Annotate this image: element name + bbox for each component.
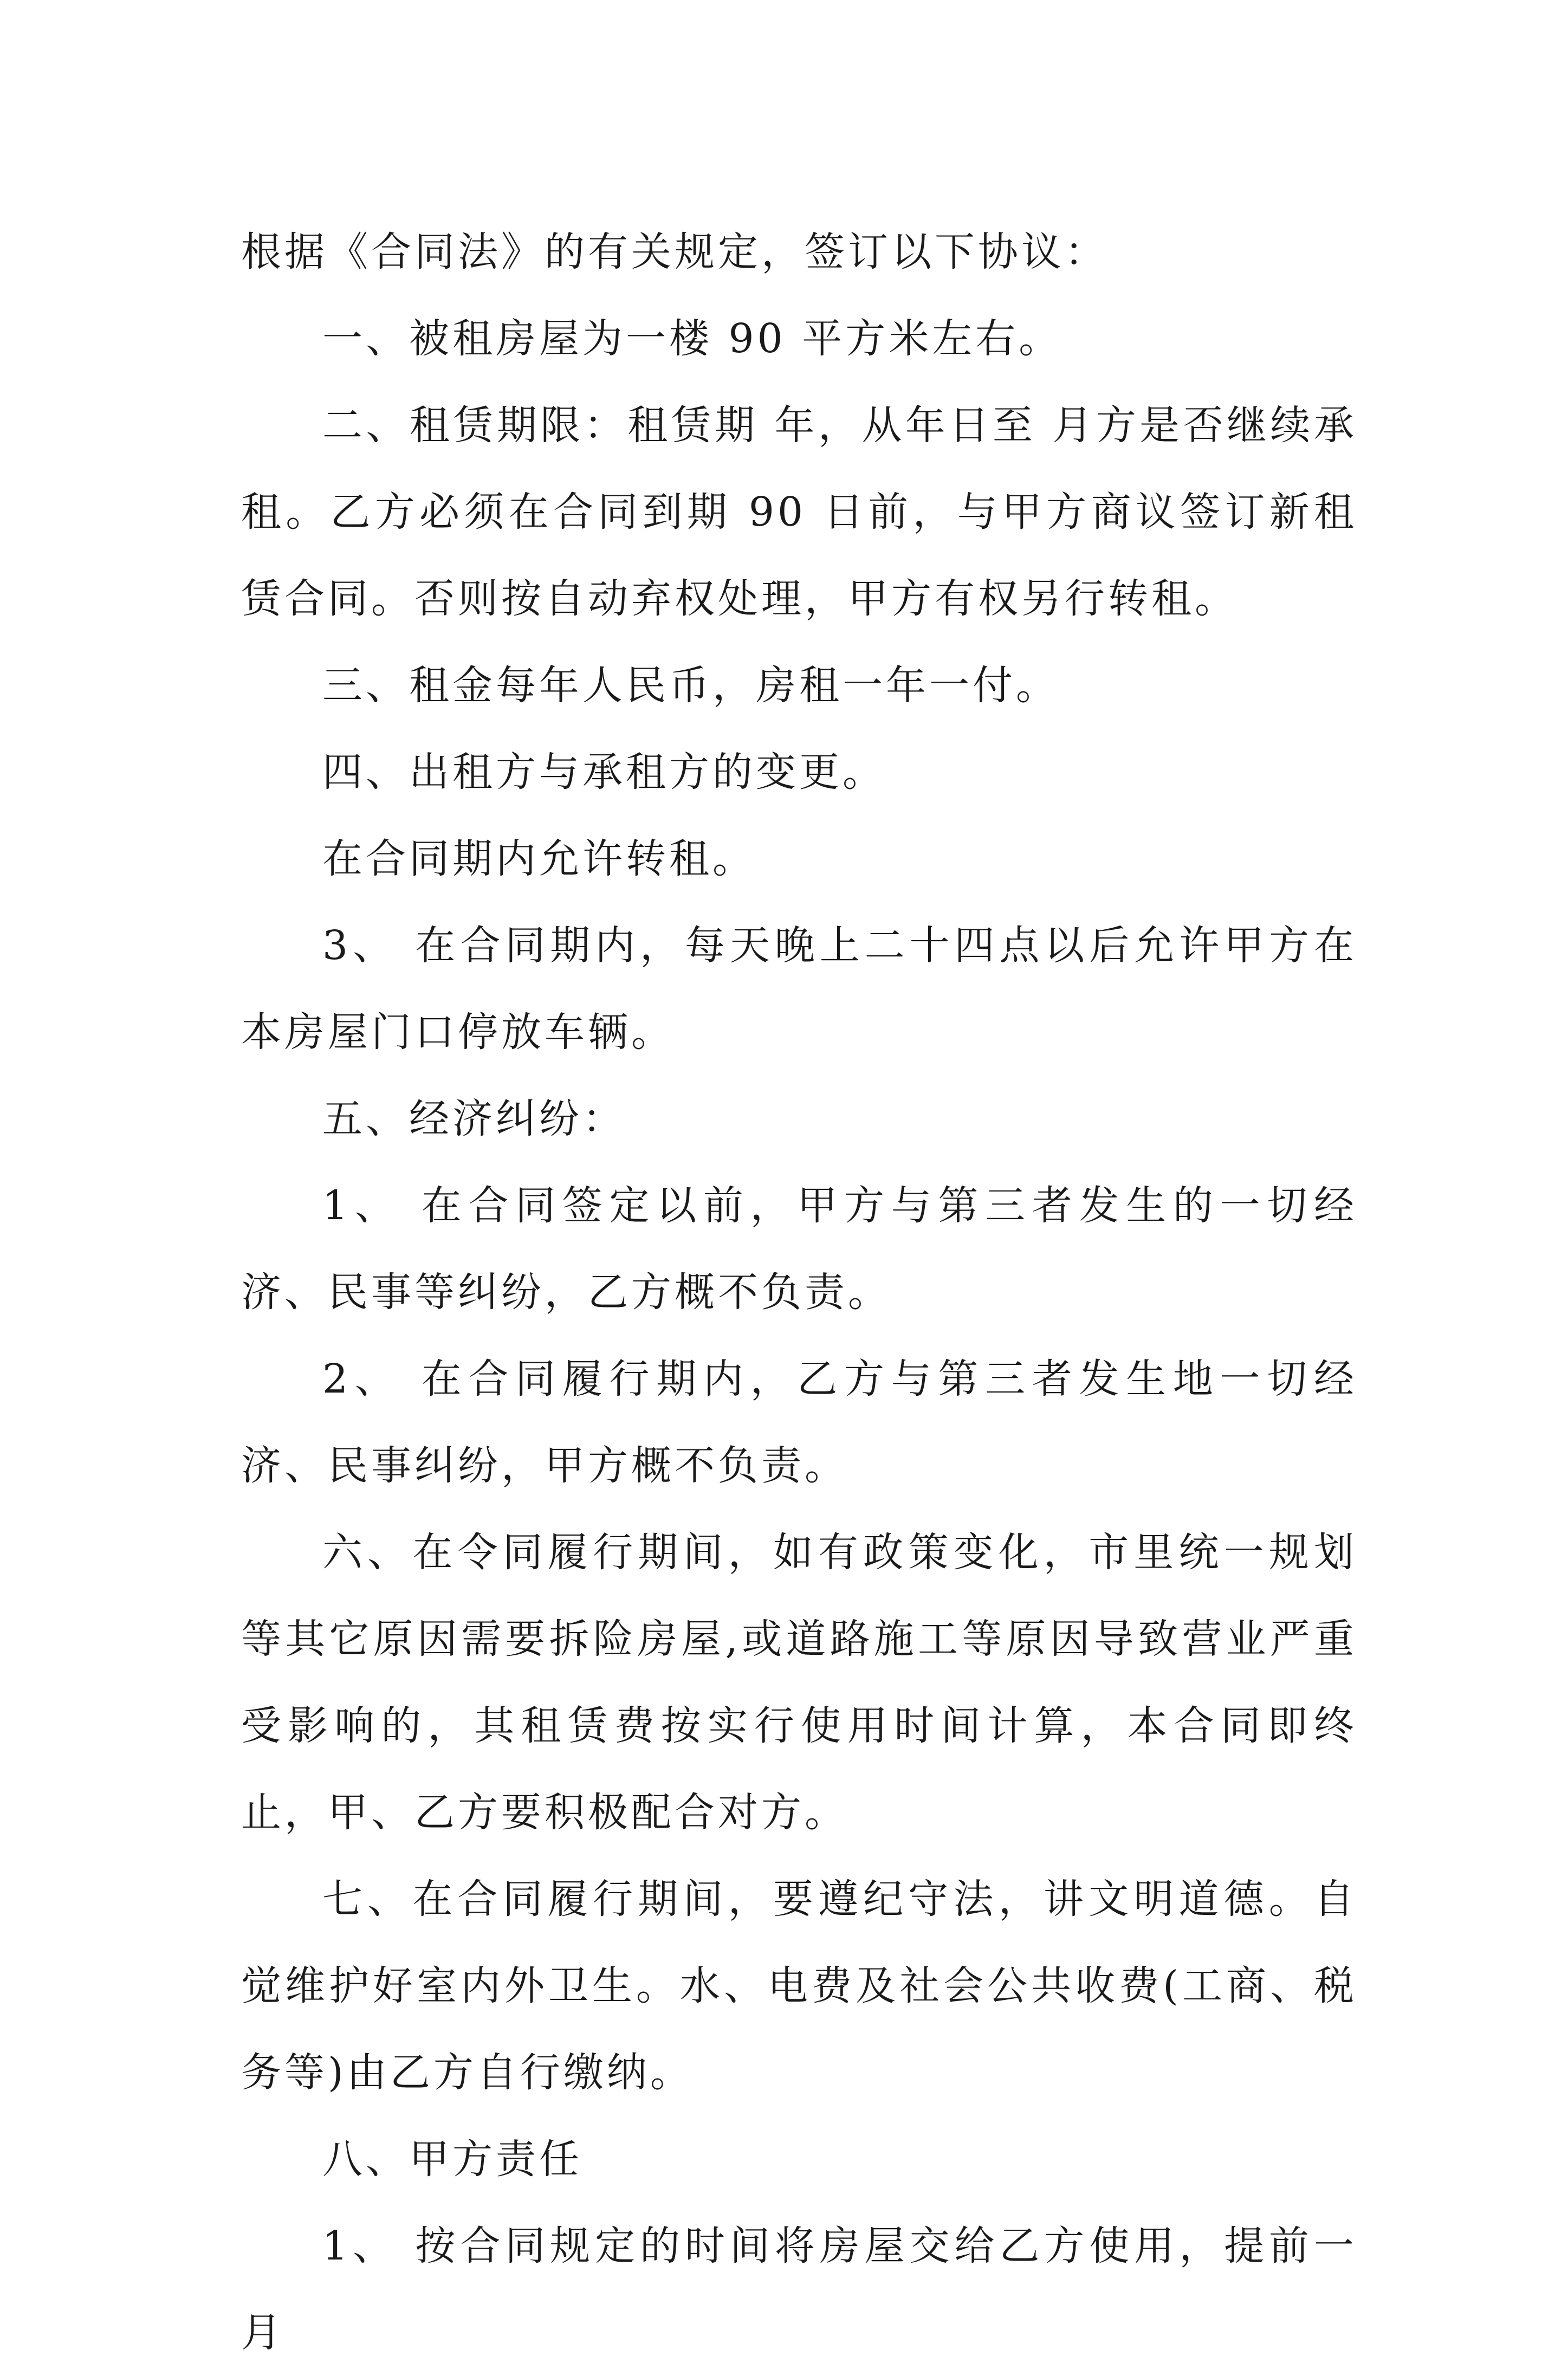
paragraph-clause-1: 一、被租房屋为一楼 90 平方米左右。 <box>322 315 1062 362</box>
paragraph-clause-7: 七、在合同履行期间，要遵纪守法，讲文明道德。自觉维护好室内外卫生。水、电费及社会公共收费(工商、税务等)由乙方自行缴纳。 <box>241 1876 1357 2096</box>
paragraph-intro: 根据《合同法》的有关规定，签订以下协议： <box>241 229 1108 275</box>
paragraph-clause-5-item-2: 2、 在合同履行期内，乙方与第三者发生地一切经济、民事纠纷，甲方概不负责。 <box>241 1356 1357 1489</box>
paragraph-clause-5-item-1: 1、 在合同签定以前，甲方与第三者发生的一切经济、民事等纠纷，乙方概不负责。 <box>241 1182 1357 1316</box>
paragraph-clause-4: 四、出租方与承租方的变更。 <box>322 749 886 795</box>
paragraph-clause-6: 六、在令同履行期间，如有政策变化，市里统一规划等其它原因需要拆险房屋,或道路施工等原因导致营业严重受影响的，其租赁费按实行使用时间计算，本合同即终止，甲、乙方要积极配合对方。 <box>241 1529 1357 1836</box>
paragraph-clause-4-item-3: 3、 在合同期内，每天晚上二十四点以后允许甲方在本房屋门口停放车辆。 <box>241 922 1357 1056</box>
paragraph-clause-2: 二、租赁期限：租赁期 年，从年日至 月方是否继续承租。乙方必须在合同到期 90 日前，与甲方商议签订新租赁合同。否则按自动弃权处理，甲方有权另行转租。 <box>241 402 1357 622</box>
document-body <box>241 209 1357 2376</box>
paragraph-clause-3: 三、租金每年人民币，房租一年一付。 <box>322 662 1059 709</box>
paragraph-clause-5: 五、经济纠纷： <box>322 1096 626 1142</box>
paragraph-clause-4-item: 在合同期内允许转租。 <box>322 836 756 882</box>
paragraph-clause-8: 八、甲方责任 <box>322 2136 582 2183</box>
paragraph-clause-8-item-1: 1、 按合同规定的时间将房屋交给乙方使用，提前一月 <box>241 2223 1357 2356</box>
